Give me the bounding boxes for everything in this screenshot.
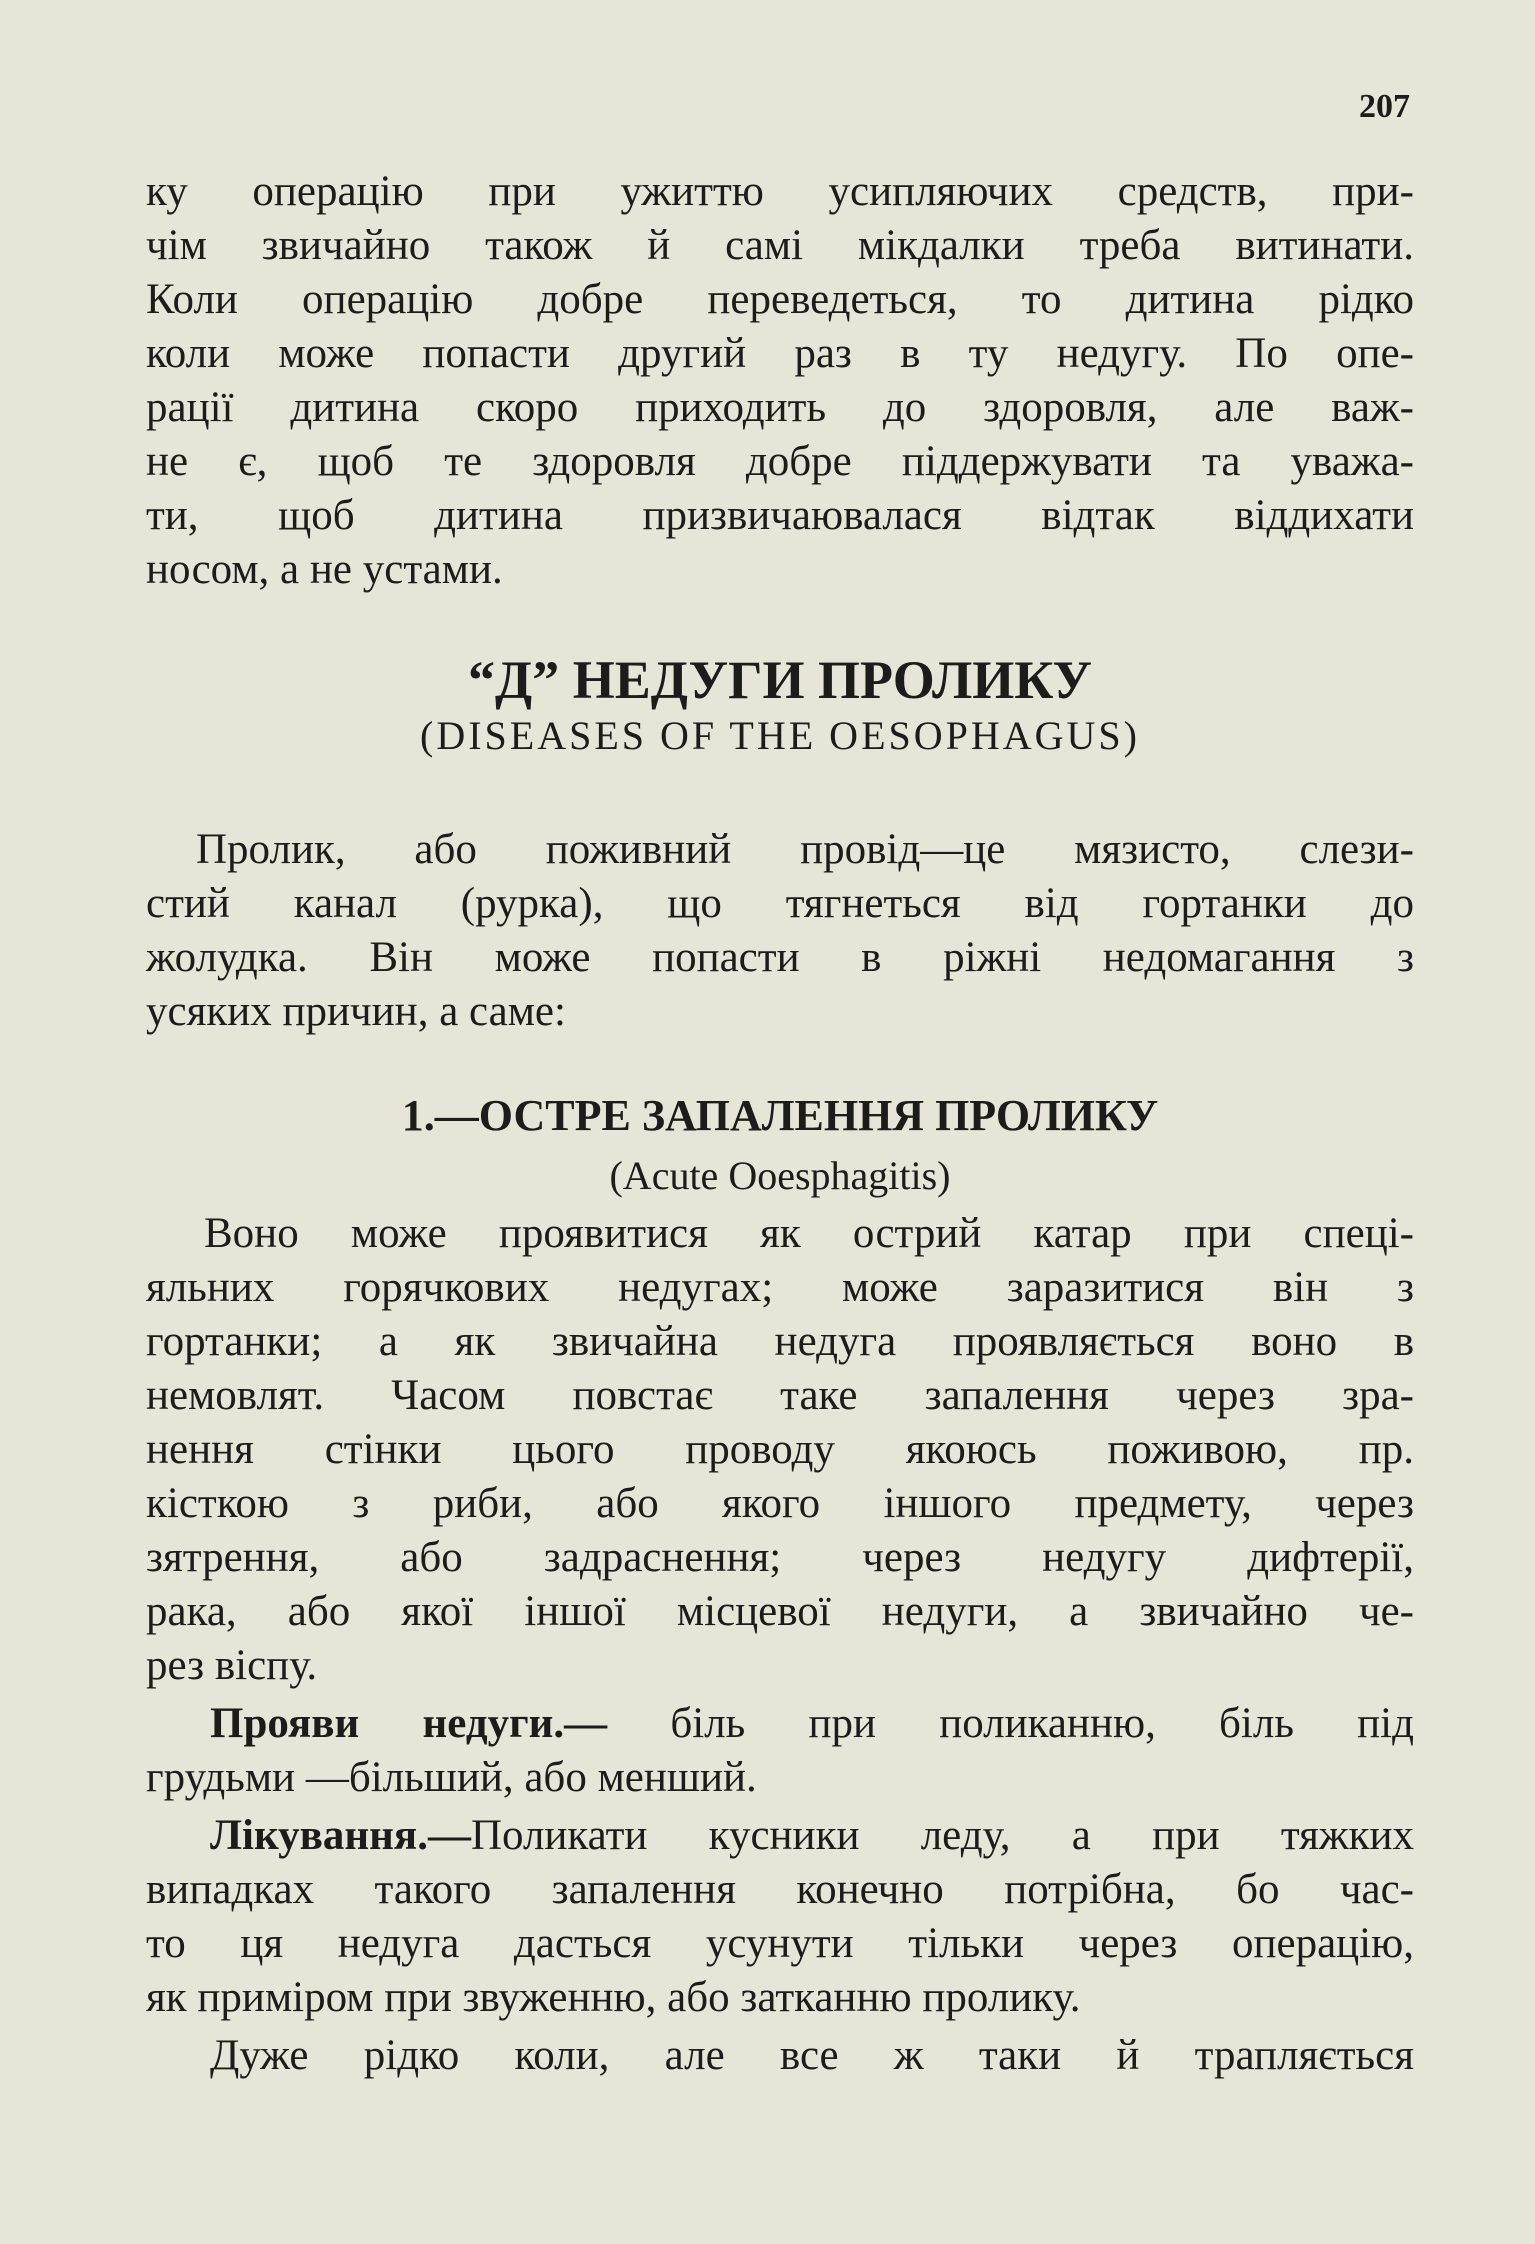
text-line: кісткою з риби, або якого іншого предмету, через xyxy=(146,1480,1414,1527)
text-line: Воно може проявитися як острий катар при спеці- xyxy=(204,1210,1414,1257)
text-line: не є, щоб те здоровля добре піддержувати та уважа- xyxy=(146,438,1414,485)
section-title: “Д” НЕДУГИ ПРОЛИКУ xyxy=(468,650,1092,710)
text-line: ку операцію при ужиттю усипляючих средств, при- xyxy=(146,168,1414,215)
text-line: ти, щоб дитина призвичаювалася відтак віддихати xyxy=(146,492,1414,539)
text-line: коли може попасти другий раз в ту недугу. По опе- xyxy=(146,330,1414,377)
subsection-subtitle: (Acute Ooesphagitis) xyxy=(609,1153,951,1198)
symptoms-label: Прояви недуги.— xyxy=(210,1700,608,1747)
text-line: нення стінки цього проводу якоюсь поживою, пр. xyxy=(146,1426,1414,1473)
text-line: як приміром при звуженню, або затканню пролику. xyxy=(146,1974,1081,2021)
text-line: рака, або якої іншої місцевої недуги, а звичайно че- xyxy=(146,1588,1414,1635)
symptoms-line xyxy=(210,1694,1414,1754)
text-line: стий канал (рурка), що тягнеться від гортанки до xyxy=(146,880,1414,927)
text-line: чім звичайно також й самі мікдалки треба витинати. xyxy=(146,222,1414,269)
text-line: Коли операцію добре переведеться, то дитина рідко xyxy=(146,276,1414,323)
treatment-text: Поликати кусники леду, а при тяжких xyxy=(470,1812,1414,1859)
text-line: Дуже рідко коли, але все ж таки й трапляється xyxy=(210,2032,1414,2079)
subsection-title: 1.—ОСТРЕ ЗАПАЛЕННЯ ПРОЛИКУ xyxy=(401,1091,1159,1140)
symptoms-text: біль при поликанню, біль під xyxy=(607,1700,1414,1747)
text-line: яльних горячкових недугах; може заразитися він з xyxy=(146,1264,1414,1311)
text-line: рації дитина скоро приходить до здоровля, але важ- xyxy=(146,384,1414,431)
text-line: носом, а не устами. xyxy=(146,546,503,593)
section-subtitle: (DISEASES OF THE OESOPHAGUS) xyxy=(420,713,1140,758)
text-line: грудьми —більший, або менший. xyxy=(146,1754,757,1801)
text-line: Пролик, або поживний провід—це мязисто, слези- xyxy=(196,826,1414,873)
text-line: рез віспу. xyxy=(146,1642,318,1689)
text-line: жолудка. Він може попасти в ріжні недомагання з xyxy=(146,934,1414,981)
text-line: то ця недуга дасться усунути тільки через операцію, xyxy=(146,1920,1414,1967)
page-number: 207 xyxy=(1359,88,1410,125)
text-line: усяких причин, а саме: xyxy=(146,988,566,1035)
text-line: випадках такого запалення конечно потрібна, бо час- xyxy=(146,1866,1414,1913)
text-line: гортанки; а як звичайна недуга проявляється воно в xyxy=(146,1318,1414,1365)
treatment-line xyxy=(210,1806,1414,1866)
treatment-label: Лікування.— xyxy=(210,1812,471,1859)
text-line: зятрення, або задраснення; через недугу дифтерії, xyxy=(146,1534,1414,1581)
text-line: немовлят. Часом повстає таке запалення через зра- xyxy=(146,1372,1414,1419)
